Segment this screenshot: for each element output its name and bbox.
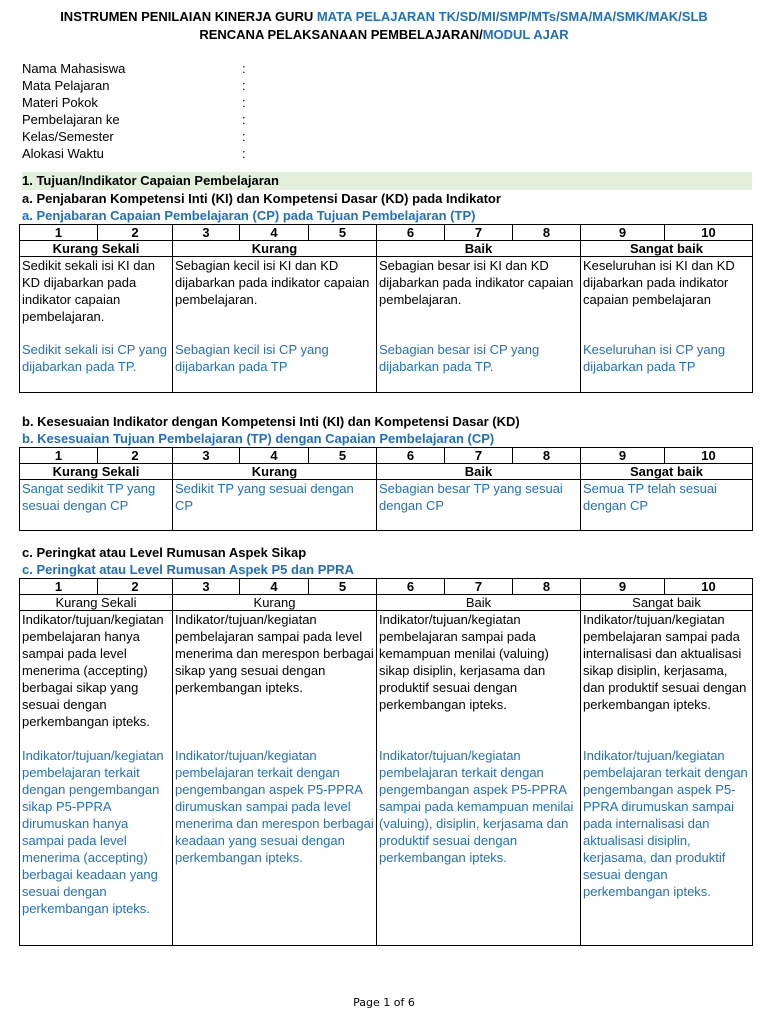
subsection-a-title-blue: a. Penjabaran Capaian Pembelajaran (CP) pada Tujuan Pembelajaran (TP) bbox=[22, 208, 476, 223]
criteria-cell-blue: Sebagian besar isi CP yang dijabarkan pada TP. bbox=[377, 341, 581, 393]
score-3: 3 bbox=[173, 448, 240, 464]
identity-label: Materi Pokok bbox=[22, 95, 98, 110]
score-5: 5 bbox=[309, 225, 377, 241]
identity-colon: : bbox=[242, 95, 246, 110]
score-1: 1 bbox=[20, 579, 98, 595]
category-kurang-sekali: Kurang Sekali bbox=[20, 595, 173, 611]
criteria-cell-blue: Indikator/tujuan/kegiatan pembelajaran terkait dengan pengembangan aspek P5-PPRA sampai pada kemampuan menilai (valuing), disiplin, kerjasama dan produktif sesuai dengan perkembangan ipteks. bbox=[377, 747, 581, 946]
score-4: 4 bbox=[240, 448, 309, 464]
score-8: 8 bbox=[513, 448, 581, 464]
score-6: 6 bbox=[377, 225, 445, 241]
identity-label: Nama Mahasiswa bbox=[22, 61, 126, 76]
criteria-cell: Indikator/tujuan/kegiatan pembelajaran hanya sampai pada level menerima (accepting) berbagai sikap yang sesuai dengan perkembangan ipteks. bbox=[20, 611, 173, 748]
score-6: 6 bbox=[377, 579, 445, 595]
score-2: 2 bbox=[98, 448, 173, 464]
subsection-c-title: c. Peringkat atau Level Rumusan Aspek Sikap bbox=[22, 545, 307, 560]
section-title: 1. Tujuan/Indikator Capaian Pembelajaran bbox=[22, 172, 752, 190]
score-2: 2 bbox=[98, 579, 173, 595]
subtitle-blue: MODUL AJAR bbox=[482, 27, 569, 42]
score-10: 10 bbox=[665, 225, 753, 241]
category-sangat-baik: Sangat baik bbox=[581, 595, 753, 611]
category-baik: Baik bbox=[377, 464, 581, 480]
criteria-cell-blue: Sedikit sekali isi CP yang dijabarkan pada TP. bbox=[20, 341, 173, 393]
score-3: 3 bbox=[173, 225, 240, 241]
criteria-cell: Sebagian besar isi KI dan KD dijabarkan pada indikator capaian pembelajaran. bbox=[377, 257, 581, 342]
category-kurang: Kurang bbox=[173, 595, 377, 611]
document-subtitle bbox=[0, 27, 768, 42]
score-5: 5 bbox=[309, 448, 377, 464]
criteria-cell-blue: Indikator/tujuan/kegiatan pembelajaran terkait dengan pengembangan aspek P5-PPRA dirumuskan sampai pada level menerima dan merespon berbagai keadaan yang sesuai dengan perkembangan ipteks. bbox=[173, 747, 377, 946]
category-baik: Baik bbox=[377, 241, 581, 257]
rubric-table-a bbox=[19, 224, 753, 393]
criteria-cell: Keseluruhan isi KI dan KD dijabarkan pada indikator capaian pembelajaran bbox=[581, 257, 753, 342]
identity-label: Kelas/Semester bbox=[22, 129, 114, 144]
identity-label: Alokasi Waktu bbox=[22, 146, 104, 161]
criteria-cell-blue: Sedikit TP yang sesuai dengan CP bbox=[173, 480, 377, 531]
score-9: 9 bbox=[581, 448, 665, 464]
criteria-cell-blue: Indikator/tujuan/kegiatan pembelajaran terkait dengan pengembangan sikap P5-PPRA dirumuskan hanya sampai pada level menerima (accepting) berbagai keadaan yang sesuai dengan perkembangan ipteks. bbox=[20, 747, 173, 946]
identity-colon: : bbox=[242, 61, 246, 76]
document-title bbox=[0, 9, 768, 24]
score-5: 5 bbox=[309, 579, 377, 595]
identity-colon: : bbox=[242, 112, 246, 127]
score-8: 8 bbox=[513, 579, 581, 595]
score-3: 3 bbox=[173, 579, 240, 595]
criteria-cell: Indikator/tujuan/kegiatan pembelajaran sampai pada internalisasi dan aktualisasi sikap disiplin, kerjasama, dan produktif sesuai dengan perkembangan ipteks. bbox=[581, 611, 753, 748]
criteria-cell-blue: Indikator/tujuan/kegiatan pembelajaran terkait dengan pengembangan aspek P5-PPRA dirumuskan sampai pada internalisasi dan aktualisasi disiplin, kerjasama, dan produktif sesuai dengan perkembangan ipteks. bbox=[581, 747, 753, 946]
criteria-cell-blue: Sangat sedikit TP yang sesuai dengan CP bbox=[20, 480, 173, 531]
criteria-cell-blue: Sebagian besar TP yang sesuai dengan CP bbox=[377, 480, 581, 531]
category-kurang-sekali: Kurang Sekali bbox=[20, 241, 173, 257]
subsection-b-title: b. Kesesuaian Indikator dengan Kompetensi Inti (KI) dan Kompetensi Dasar (KD) bbox=[22, 414, 520, 429]
title-blue: MATA PELAJARAN TK/SD/MI/SMP/MTs/SMA/MA/SMK/MAK/SLB bbox=[316, 9, 708, 24]
subsection-c-title-blue: c. Peringkat atau Level Rumusan Aspek P5 dan PPRA bbox=[22, 562, 354, 577]
score-7: 7 bbox=[445, 225, 513, 241]
score-4: 4 bbox=[240, 579, 309, 595]
subtitle-black: RENCANA PELAKSANAAN PEMBELAJARAN/ bbox=[199, 27, 483, 42]
title-black: INSTRUMEN PENILAIAN KINERJA GURU bbox=[60, 9, 317, 24]
identity-colon: : bbox=[242, 129, 246, 144]
score-7: 7 bbox=[445, 448, 513, 464]
identity-colon: : bbox=[242, 146, 246, 161]
subsection-b-title-blue: b. Kesesuaian Tujuan Pembelajaran (TP) dengan Capaian Pembelajaran (CP) bbox=[22, 431, 495, 446]
criteria-cell: Indikator/tujuan/kegiatan pembelajaran sampai pada level menerima dan merespon berbagai sikap yang sesuai dengan perkembangan ipteks. bbox=[173, 611, 377, 748]
score-4: 4 bbox=[240, 225, 309, 241]
score-9: 9 bbox=[581, 225, 665, 241]
criteria-cell-blue: Keseluruhan isi CP yang dijabarkan pada TP bbox=[581, 341, 753, 393]
subsection-a-title: a. Penjabaran Kompetensi Inti (KI) dan Kompetensi Dasar (KD) pada Indikator bbox=[22, 191, 501, 206]
score-2: 2 bbox=[98, 225, 173, 241]
category-sangat-baik: Sangat baik bbox=[581, 464, 753, 480]
category-sangat-baik: Sangat baik bbox=[581, 241, 753, 257]
criteria-cell-blue: Sebagian kecil isi CP yang dijabarkan pada TP bbox=[173, 341, 377, 393]
identity-colon: : bbox=[242, 78, 246, 93]
page-number: Page 1 of 6 bbox=[353, 996, 415, 1009]
score-10: 10 bbox=[665, 579, 753, 595]
score-7: 7 bbox=[445, 579, 513, 595]
criteria-cell: Indikator/tujuan/kegiatan pembelajaran sampai pada kemampuan menilai (valuing) sikap disiplin, kerjasama dan produktif sesuai dengan perkembangan ipteks. bbox=[377, 611, 581, 748]
identity-label: Mata Pelajaran bbox=[22, 78, 110, 93]
score-1: 1 bbox=[20, 448, 98, 464]
rubric-table-b bbox=[19, 447, 753, 531]
score-8: 8 bbox=[513, 225, 581, 241]
category-kurang: Kurang bbox=[173, 241, 377, 257]
rubric-table-c bbox=[19, 578, 753, 946]
criteria-cell: Sedikit sekali isi KI dan KD dijabarkan pada indikator capaian pembelajaran. bbox=[20, 257, 173, 342]
score-1: 1 bbox=[20, 225, 98, 241]
category-baik: Baik bbox=[377, 595, 581, 611]
score-10: 10 bbox=[665, 448, 753, 464]
category-kurang: Kurang bbox=[173, 464, 377, 480]
score-6: 6 bbox=[377, 448, 445, 464]
criteria-cell-blue: Semua TP telah sesuai dengan CP bbox=[581, 480, 753, 531]
criteria-cell: Sebagian kecil isi KI dan KD dijabarkan pada indikator capaian pembelajaran. bbox=[173, 257, 377, 342]
identity-label: Pembelajaran ke bbox=[22, 112, 120, 127]
category-kurang-sekali: Kurang Sekali bbox=[20, 464, 173, 480]
score-9: 9 bbox=[581, 579, 665, 595]
